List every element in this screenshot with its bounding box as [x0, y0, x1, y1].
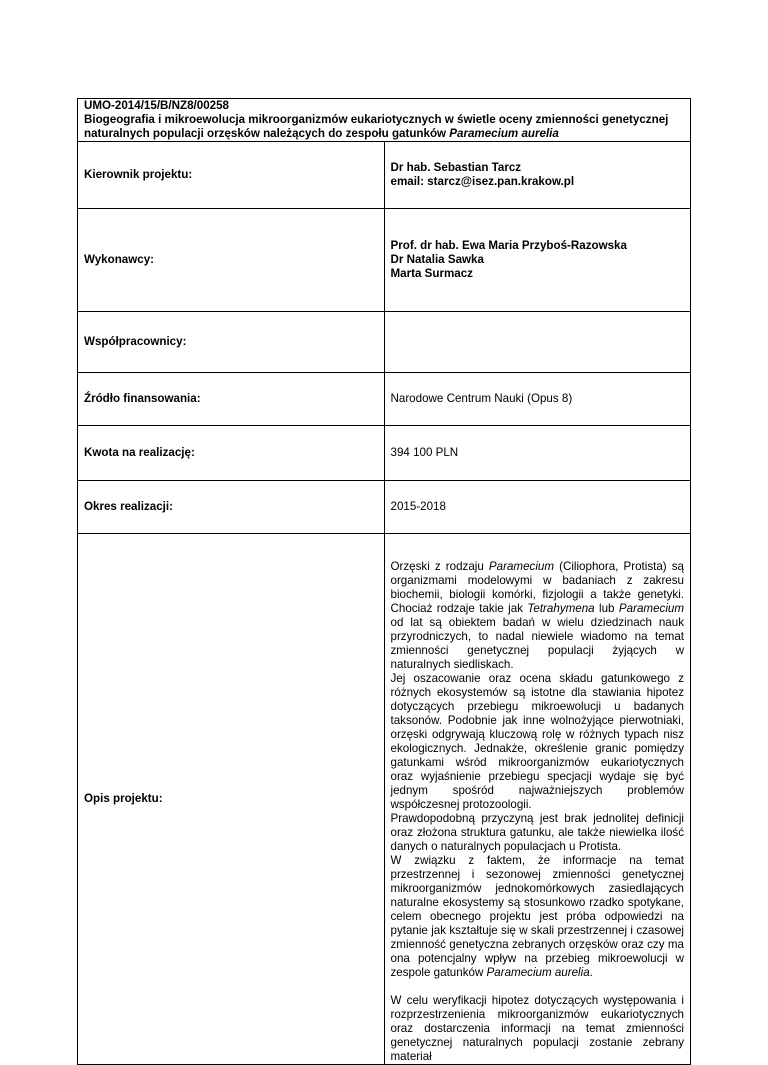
kierownik-email: email: starcz@isez.pan.krakow.pl: [390, 175, 575, 188]
value-kwota: 394 100 PLN: [384, 426, 691, 481]
row-kwota: [78, 426, 691, 481]
opis-p1-text-a: Orzęski z rodzaju: [390, 560, 489, 573]
project-header: [78, 99, 691, 142]
row-kierownik: [78, 142, 691, 209]
kierownik-name: Dr hab. Sebastian Tarcz: [390, 161, 522, 174]
wykonawca-1: Prof. dr hab. Ewa Maria Przyboś-Razowska: [390, 239, 627, 252]
opis-p4-text-a: W związku z faktem, że informacje na temat przestrzennej i sezonowej zmienności genetycznej mikroorganizmów jednokomórkowych zasiedlających naturalne ekosystemy są stosunkowo rzadko spotykane, celem obecnego projektu jest próba odpowiedzi na pytanie jak kształtuje się w skali przestrzennej i czasowej zmienność genetyczna zebranych orzęsków oraz czy ma ona potencjalny wpływ na przebieg mikroewolucji w zespole gatunków: [390, 854, 684, 979]
project-table: [77, 98, 691, 1065]
label-opis: Opis projektu:: [78, 534, 385, 1065]
value-zrodlo: Narodowe Centrum Nauki (Opus 8): [384, 373, 691, 426]
opis-p1-text-g: od lat są obiektem badań w wielu dziedzinach nauk przyrodniczych, to nadal niewiele wiadomo na temat zmienności genetycznej populacji żyjących w naturalnych siedliskach.: [390, 616, 684, 671]
project-title: [84, 113, 668, 140]
opis-paragraph-4: [391, 854, 685, 980]
label-kwota: Kwota na realizację:: [78, 426, 385, 481]
row-wspolpracownicy: [78, 312, 691, 373]
value-opis: [384, 534, 691, 1065]
value-okres: 2015-2018: [384, 481, 691, 534]
opis-p1-italic-f: Paramecium: [618, 602, 684, 615]
opis-paragraph-2: Jej oszacowanie oraz ocena składu gatunkowego z różnych ekosystemów są istotne dla stawiania hipotez dotyczących przebiegu mikroewolucji u badanych taksonów. Podobnie jak inne wolnożyjące pierwotniaki, orzęski odgrywają kluczową rolę w różnych typach nisz ekologicznych. Jednakże, określenie granic pomiędzy gatunkami wśród mikroorganizmów eukariotycznych oraz wyjaśnienie przebiegu specjacji wydaje się być jednym spośród najważniejszych problemów współczesnej protozoologii.: [390, 672, 684, 811]
label-kierownik: Kierownik projektu:: [78, 142, 385, 209]
row-okres: [78, 481, 691, 534]
value-wykonawcy: [384, 209, 691, 312]
value-wspolpracownicy: [384, 312, 691, 373]
label-wspolpracownicy: Współpracownicy:: [78, 312, 385, 373]
project-title-species: Paramecium aurelia: [449, 127, 559, 140]
label-okres: Okres realizacji:: [78, 481, 385, 534]
value-kierownik: [384, 142, 691, 209]
opis-p1-italic-b: Paramecium: [488, 560, 554, 573]
row-wykonawcy: [78, 209, 691, 312]
opis-p4-text-c: .: [589, 966, 593, 979]
opis-paragraph-5: W celu weryfikacji hipotez dotyczących występowania i rozprzestrzenienia mikroorganizmów eukariotycznych oraz dostarczenia informacji na temat zmienności genetycznej naturalnych populacji zostanie zebrany materiał: [390, 994, 684, 1063]
opis-p1-text-c: (Ciliophora, Protista) są organizmami modelowymi w badaniach z zakresu biochemii, biologii komórki, fizjologii a także genetyki. Chociaż rodzaje takie jak: [390, 560, 684, 615]
project-title-text: Biogeografia i mikroewolucja mikroorganizmów eukariotycznych w świetle oceny zmienności genetycznej naturalnych populacji orzęsków należących do zespołu gatunków: [84, 113, 669, 140]
project-number: UMO-2014/15/B/NZ8/00258: [84, 99, 229, 112]
opis-p4-italic-b: Paramecium aurelia: [486, 966, 590, 979]
header-row: [78, 99, 691, 142]
label-wykonawcy: Wykonawcy:: [78, 209, 385, 312]
label-zrodlo: Źródło finansowania:: [78, 373, 385, 426]
opis-p1-italic-d: Tetrahymena: [527, 602, 595, 615]
wykonawca-2: Dr Natalia Sawka: [390, 253, 484, 266]
row-opis: [78, 534, 691, 1065]
row-zrodlo: [78, 373, 691, 426]
opis-paragraph-3: Prawdopodobną przyczyną jest brak jednolitej definicji oraz złożona struktura gatunku, ale także niewielka ilość danych o naturalnych populacjach u Protista.: [390, 812, 684, 853]
wykonawca-3: Marta Surmacz: [390, 267, 473, 280]
opis-paragraph-1: [391, 560, 685, 672]
opis-p1-text-e: lub: [594, 602, 619, 615]
